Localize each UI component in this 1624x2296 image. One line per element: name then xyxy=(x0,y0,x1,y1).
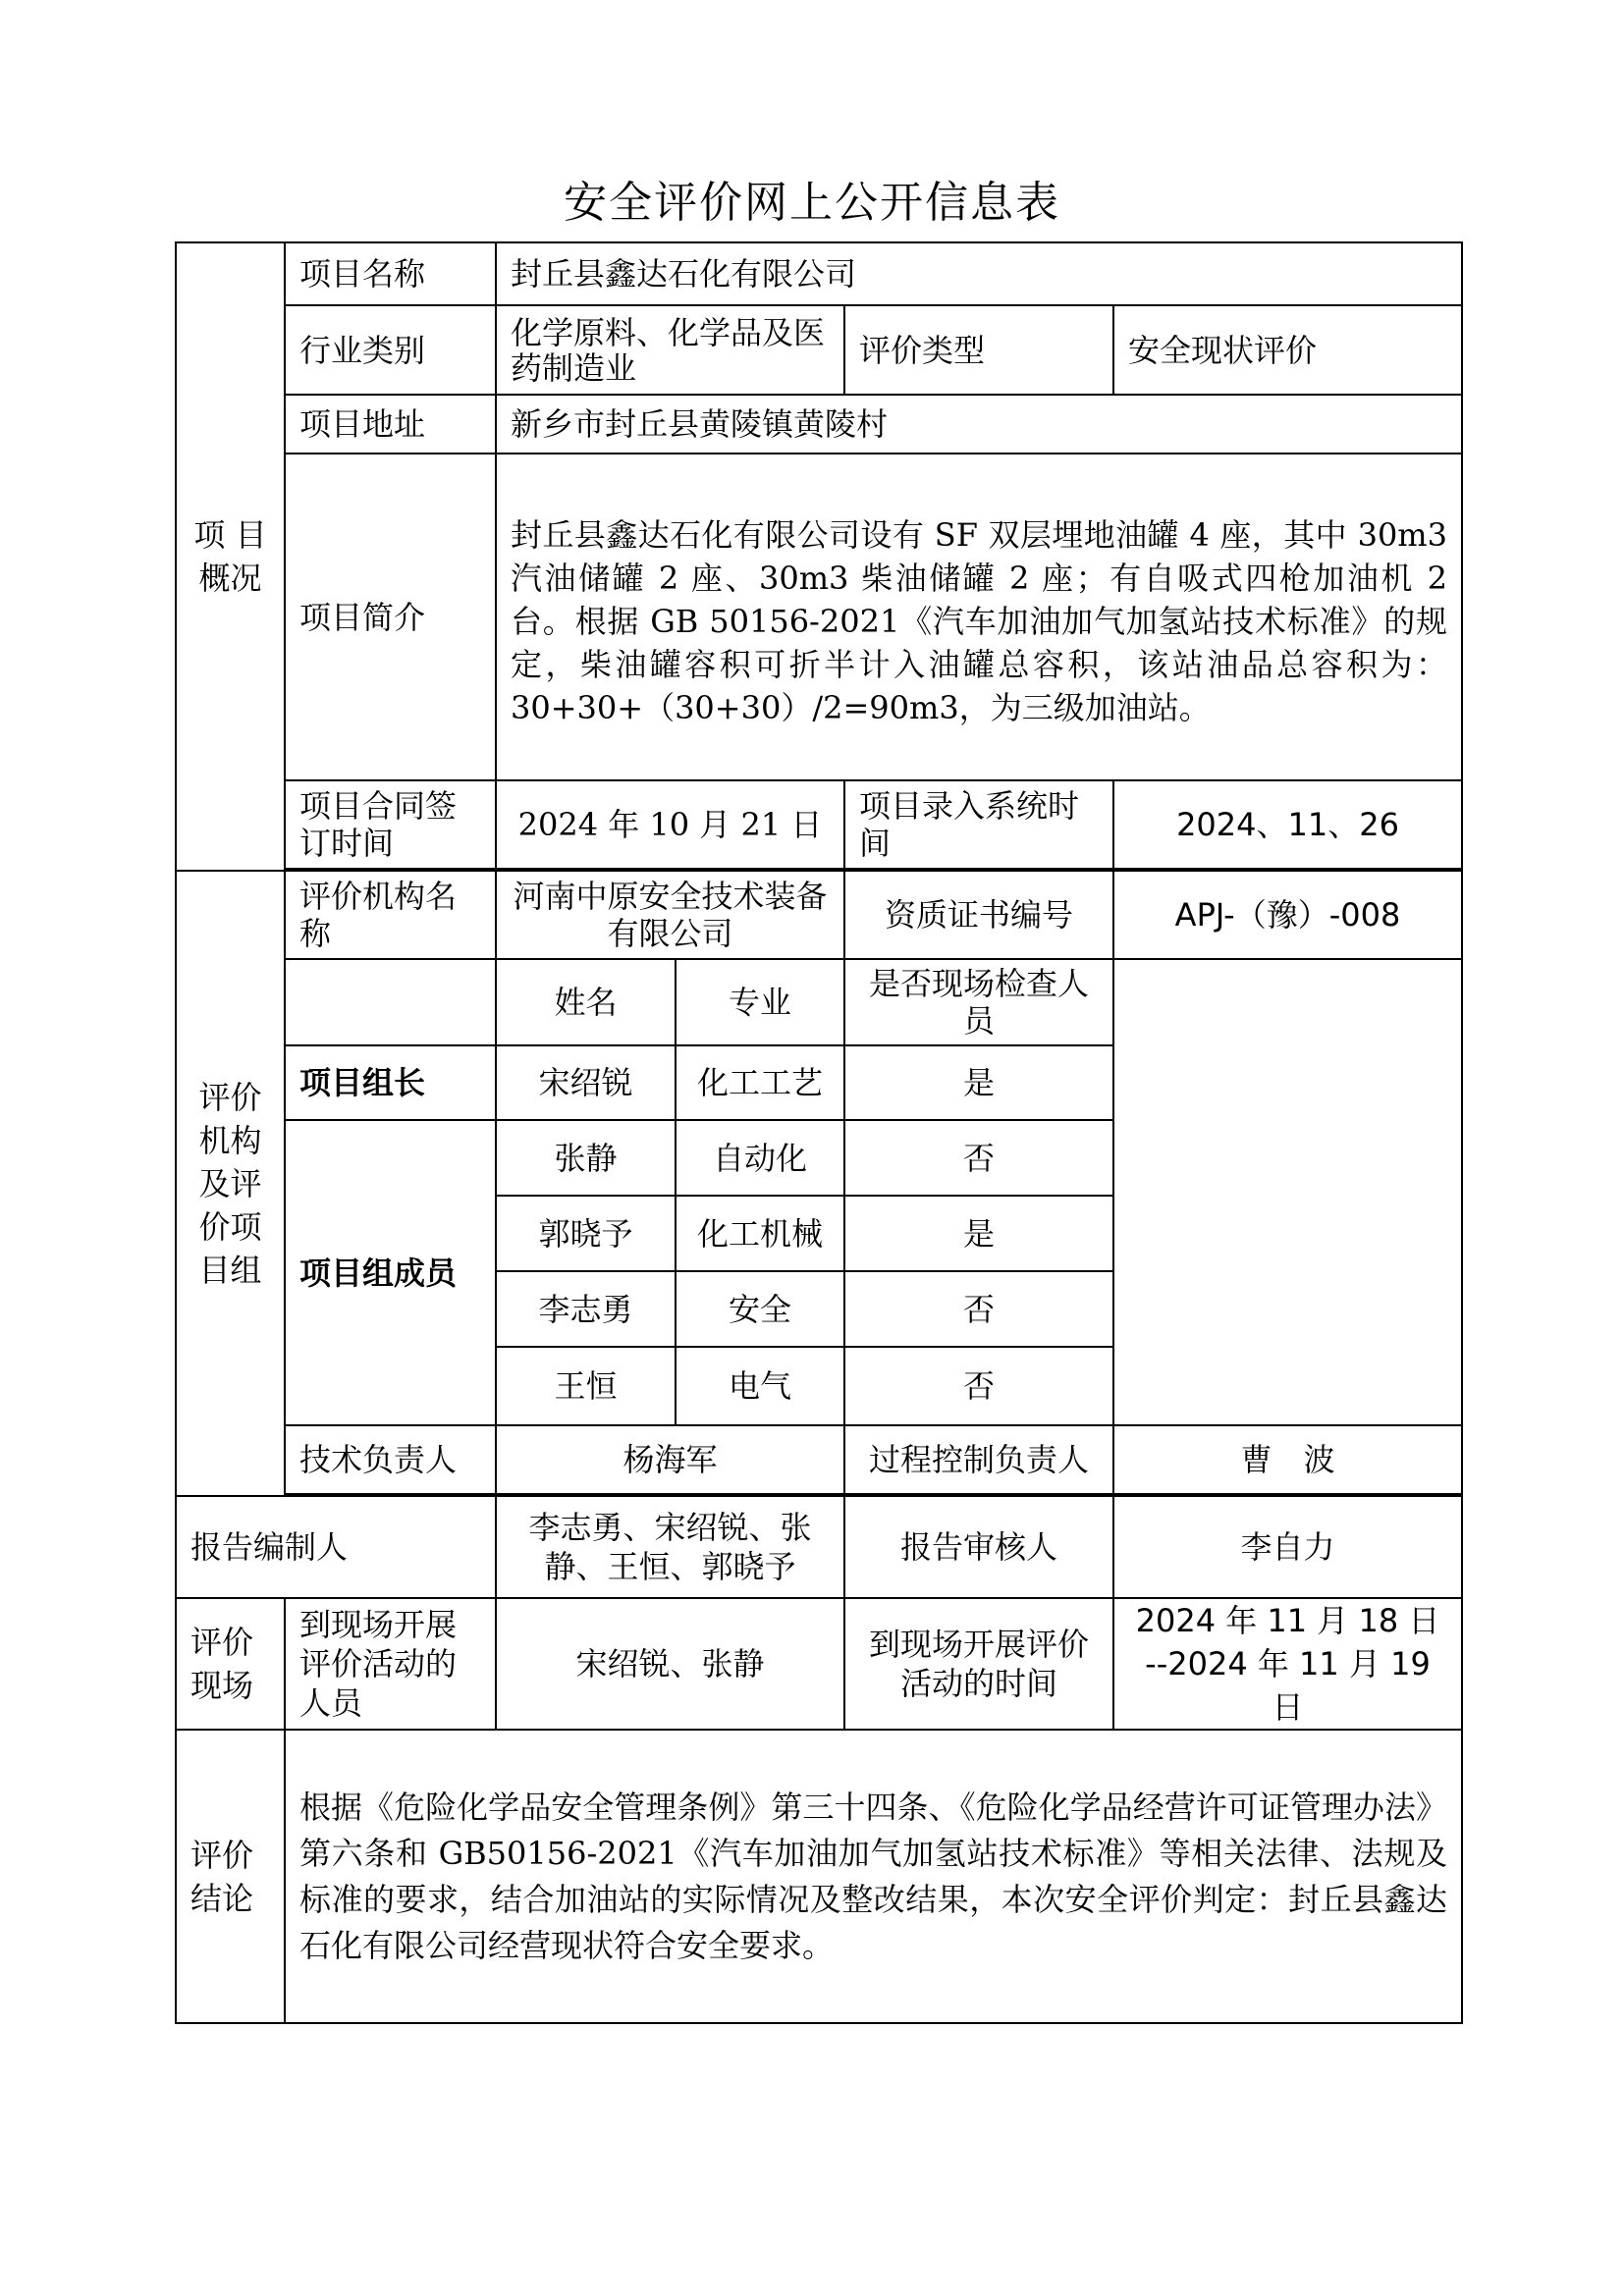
eval-type-label: 评价类型 xyxy=(844,305,1113,395)
cert-value: APJ-（豫）-008 xyxy=(1113,871,1462,959)
section-label-site: 评价 现场 xyxy=(176,1598,285,1730)
tech-lead-label: 技术负责人 xyxy=(285,1425,496,1494)
header-blank xyxy=(285,959,496,1045)
col-header-name: 姓名 xyxy=(496,959,676,1045)
address-value: 新乡市封丘县黄陵镇黄陵村 xyxy=(496,395,1462,454)
project-name-label: 项目名称 xyxy=(285,242,496,305)
report-reviewer-value: 李自力 xyxy=(1113,1496,1462,1598)
report-author-label: 报告编制人 xyxy=(176,1496,496,1598)
leader-onsite: 是 xyxy=(844,1045,1113,1120)
org-name-value: 河南中原安全技术装备有限公司 xyxy=(496,871,844,959)
col-header-major: 专业 xyxy=(676,959,844,1045)
member-major: 电气 xyxy=(676,1347,844,1425)
member-name: 郭晓予 xyxy=(496,1196,676,1271)
member-major: 安全 xyxy=(676,1271,844,1347)
info-table xyxy=(175,241,1463,2024)
member-onsite: 是 xyxy=(844,1196,1113,1271)
member-name: 王恒 xyxy=(496,1347,676,1425)
site-time-value: 2024 年 11 月 18 日 --2024 年 11 月 19 日 xyxy=(1113,1598,1462,1730)
eval-type-value: 安全现状评价 xyxy=(1113,305,1462,395)
report-reviewer-label: 报告审核人 xyxy=(844,1496,1113,1598)
leader-major: 化工工艺 xyxy=(676,1045,844,1120)
address-label: 项目地址 xyxy=(285,395,496,454)
intro-label: 项目简介 xyxy=(285,454,496,780)
section-label-conclusion: 评价 结论 xyxy=(176,1730,285,2023)
project-name-value: 封丘县鑫达石化有限公司 xyxy=(496,242,1462,305)
process-lead-label: 过程控制负责人 xyxy=(844,1425,1113,1494)
member-onsite: 否 xyxy=(844,1120,1113,1196)
org-name-label: 评价机构名称 xyxy=(285,871,496,959)
industry-label: 行业类别 xyxy=(285,305,496,395)
member-name: 李志勇 xyxy=(496,1271,676,1347)
members-label: 项目组成员 xyxy=(285,1120,496,1425)
entry-time-value: 2024、11、26 xyxy=(1113,780,1462,869)
member-onsite: 否 xyxy=(844,1347,1113,1425)
member-name: 张静 xyxy=(496,1120,676,1196)
intro-value: 封丘县鑫达石化有限公司设有 SF 双层埋地油罐 4 座，其中 30m3 汽油储罐 2 座、30m3 柴油储罐 2 座；有自吸式四枪加油机 2 台。根据 GB 50156-2021《汽车加油加气加氢站技术标准》的规定，柴油罐容积可折半计入油罐总容积，该站油品总容积为：30+30+（30+30）/2=90m3，为三级加油站。 xyxy=(496,454,1462,780)
page-title: 安全评价网上公开信息表 xyxy=(564,178,1060,228)
member-onsite: 否 xyxy=(844,1271,1113,1347)
cert-label: 资质证书编号 xyxy=(844,871,1113,959)
section-label-overview: 项 目 概况 xyxy=(176,242,285,871)
leader-name: 宋绍锐 xyxy=(496,1045,676,1120)
member-major: 化工机械 xyxy=(676,1196,844,1271)
site-staff-value: 宋绍锐、张静 xyxy=(496,1598,844,1730)
report-author-value: 李志勇、宋绍锐、张静、王恒、郭晓予 xyxy=(496,1496,844,1598)
process-lead-value: 曹 波 xyxy=(1113,1425,1462,1494)
col-header-onsite: 是否现场检查人员 xyxy=(844,959,1113,1045)
conclusion-text: 根据《危险化学品安全管理条例》第三十四条、《危险化学品经营许可证管理办法》第六条和 GB50156-2021《汽车加油加气加氢站技术标准》等相关法律、法规及标准的要求，结合加油站的实际情况及整改结果，本次安全评价判定：封丘县鑫达石化有限公司经营现状符合安全要求。 xyxy=(285,1730,1462,2023)
tech-lead-value: 杨海军 xyxy=(496,1425,844,1494)
section-label-agency: 评价 机构 及评 价项 目组 xyxy=(176,871,285,1496)
contract-time-value: 2024 年 10 月 21 日 xyxy=(496,780,844,869)
site-staff-label: 到现场开展评价活动的人员 xyxy=(285,1598,496,1730)
entry-time-label: 项目录入系统时间 xyxy=(844,780,1113,869)
member-major: 自动化 xyxy=(676,1120,844,1196)
site-time-label: 到现场开展评价活动的时间 xyxy=(844,1598,1113,1730)
industry-value: 化学原料、化学品及医药制造业 xyxy=(496,305,844,395)
blank-cell xyxy=(1113,959,1462,1425)
leader-label: 项目组长 xyxy=(285,1045,496,1120)
contract-time-label: 项目合同签订时间 xyxy=(285,780,496,869)
